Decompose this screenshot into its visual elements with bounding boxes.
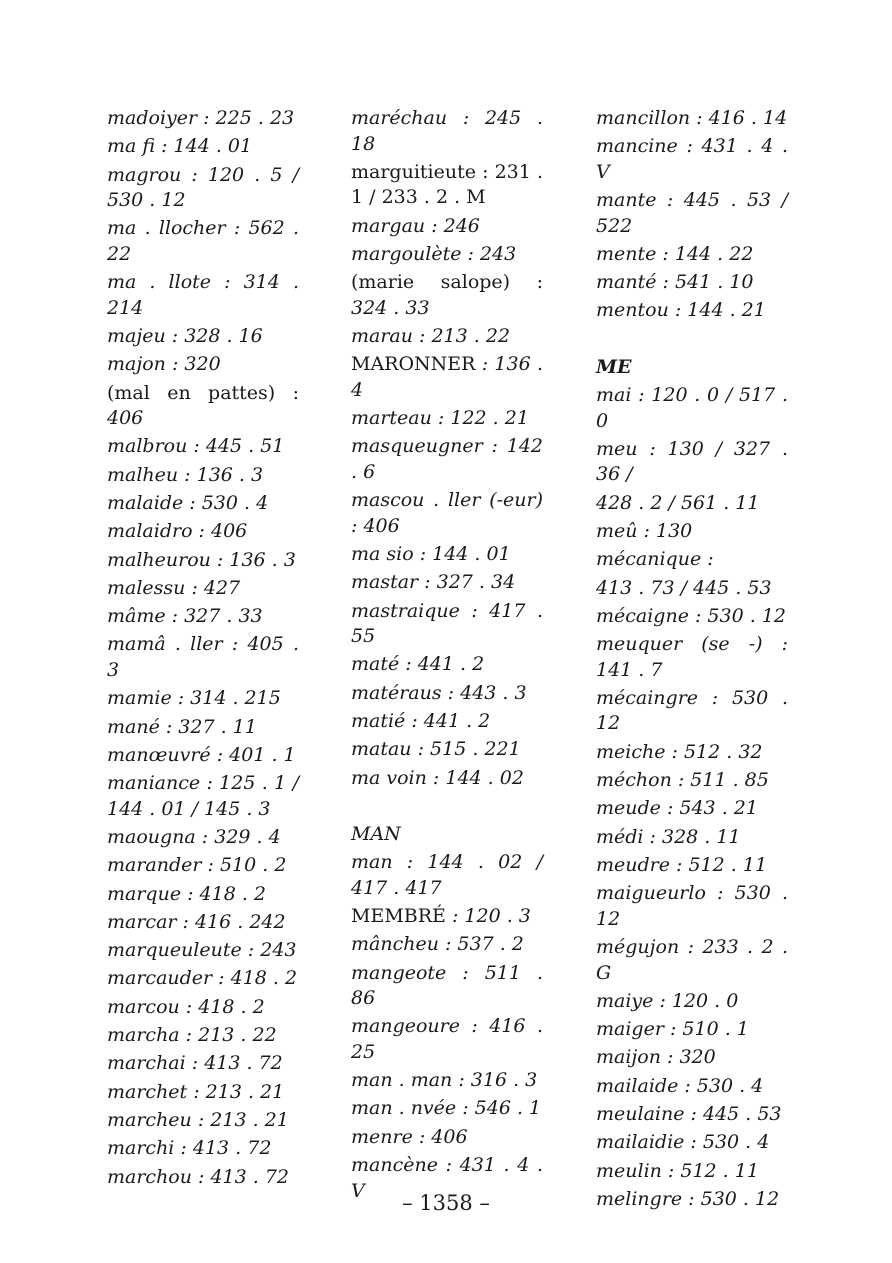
- index-entry: [107, 743, 299, 769]
- index-entry: [596, 1102, 788, 1128]
- entry-text-italic: mastraique : 417 . 55: [351, 599, 543, 648]
- entry-text-italic: mastar : 327 . 34: [351, 571, 516, 594]
- entry-text-italic: malheu : 136 . 3: [107, 463, 264, 486]
- entry-text-italic: marcha : 213 . 22: [107, 1024, 277, 1047]
- entry-text-italic: meu : 130 / 327 . 36 /: [596, 437, 788, 486]
- entry-text-italic: malaide : 530 . 4: [107, 491, 269, 514]
- index-entry: [596, 298, 788, 324]
- entry-text-italic: malbrou : 445 . 51: [107, 435, 285, 458]
- entry-text-italic: mancine : 431 . 4 . V: [596, 135, 788, 183]
- entry-text-italic: mai : 120 . 0 / 517 . 0: [596, 384, 788, 432]
- index-entry: [596, 188, 788, 239]
- entry-text-italic: marque : 418 . 2: [107, 882, 267, 905]
- entry-text-italic: ma . llote : 314 . 214: [107, 271, 299, 319]
- index-entry: [107, 1136, 299, 1162]
- entry-text-italic: matéraus : 443 . 3: [351, 681, 527, 704]
- entry-text-italic: mécaigne : 530 . 12: [596, 604, 786, 627]
- index-entry: [107, 1023, 299, 1049]
- entry-text-italic: maréchau : 245 . 18: [351, 107, 543, 155]
- index-entry: [351, 652, 543, 678]
- index-entry: [107, 1165, 299, 1191]
- index-entry: [107, 352, 299, 378]
- entry-text-italic: maiger : 510 . 1: [596, 1018, 749, 1041]
- index-entry: [351, 1014, 543, 1065]
- entry-text-italic: ma voin : 144 . 02: [351, 766, 524, 789]
- entry-text-italic: marcauder : 418 . 2: [107, 967, 298, 990]
- index-entry: [107, 632, 299, 683]
- index-entry: [596, 547, 788, 573]
- entry-text-italic: mancillon : 416 . 14: [596, 107, 788, 129]
- index-entry: [107, 1080, 299, 1106]
- entry-text-italic: 324 . 33: [351, 296, 430, 319]
- entry-text-italic: meulin : 512 . 11: [596, 1159, 759, 1182]
- index-entry: [107, 825, 299, 851]
- index-entry: [351, 850, 543, 901]
- index-entry: [107, 434, 299, 460]
- index-entry: [596, 825, 788, 851]
- index-entry: [107, 1051, 299, 1077]
- index-entry: [351, 270, 543, 321]
- index-entry: [107, 324, 299, 350]
- entry-text-italic: ma sio : 144 . 01: [351, 542, 511, 565]
- entry-text-italic: mangeote : 511 . 86: [351, 961, 543, 1010]
- index-entry: [351, 961, 543, 1012]
- entry-text-italic: marteau : 122 . 21: [351, 407, 529, 430]
- entry-text-italic: matié : 441 . 2: [351, 709, 491, 732]
- entry-text-italic: mâme : 327 . 33: [107, 605, 263, 628]
- entry-text-italic: majeu : 328 . 16: [107, 324, 263, 347]
- entry-text-italic: mailaidie : 530 . 4: [596, 1131, 770, 1154]
- entry-text-roman: (mal en pattes) :: [107, 381, 299, 404]
- entry-text-italic: marcar : 416 . 242: [107, 910, 286, 933]
- index-entry: [107, 686, 299, 712]
- index-entry: [107, 771, 299, 822]
- index-entry: [107, 995, 299, 1021]
- entry-text-italic: meû : 130: [596, 519, 693, 542]
- entry-text-roman: (marie salope) :: [351, 271, 543, 294]
- index-entry: [107, 1108, 299, 1134]
- index-entry: [351, 352, 543, 403]
- entry-text-italic: mégujon : 233 . 2 . G: [596, 936, 788, 984]
- entry-text-roman: marguitieute : 231 . 1 / 233 . 2 . M: [351, 160, 543, 209]
- entry-text-italic: margoulète : 243: [351, 242, 517, 265]
- entry-text-italic: maiye : 120 . 0: [596, 989, 739, 1012]
- entry-text-italic: marander : 510 . 2: [107, 854, 287, 877]
- index-entry: [351, 709, 543, 735]
- index-entry: [596, 740, 788, 766]
- index-entry: [596, 134, 788, 185]
- index-entry: [107, 106, 299, 132]
- index-entry: [596, 576, 788, 602]
- entry-text-italic: mascou . ller (-eur) : 406: [351, 489, 543, 537]
- entry-text-italic: marcheu : 213 . 21: [107, 1108, 289, 1131]
- entry-text-italic: marqueuleute : 243: [107, 939, 297, 962]
- entry-text-italic: maijon : 320: [596, 1046, 716, 1069]
- index-entry: [351, 932, 543, 958]
- entry-text-italic: maigueurlo : 530 . 12: [596, 882, 788, 930]
- index-entry: [351, 214, 543, 240]
- entry-text-italic: malessu : 427: [107, 576, 241, 599]
- index-entry: [596, 853, 788, 879]
- entry-text-italic: 413 . 73 / 445 . 53: [596, 576, 772, 599]
- index-entry: [351, 1068, 543, 1094]
- entry-text-italic: madoiyer : 225 . 23: [107, 107, 295, 129]
- index-entry: [351, 1096, 543, 1122]
- entry-text-italic: marcou : 418 . 2: [107, 995, 265, 1018]
- index-column-2: [351, 106, 543, 1207]
- entry-text-italic: maté : 441 . 2: [351, 653, 485, 676]
- index-entry: [351, 106, 543, 157]
- index-entry: [351, 242, 543, 268]
- entry-text-italic: melingre : 530 . 12: [596, 1187, 780, 1210]
- index-entry: [596, 796, 788, 822]
- entry-text-italic: meudre : 512 . 11: [596, 853, 768, 876]
- index-entry: [596, 270, 788, 296]
- index-entry: [596, 768, 788, 794]
- section-heading: ME: [596, 355, 632, 378]
- entry-text-italic: meulaine : 445 . 53: [596, 1103, 782, 1126]
- entry-text-italic: mamie : 314 . 215: [107, 687, 281, 710]
- index-entry: [107, 519, 299, 545]
- entry-text-italic: marchou : 413 . 72: [107, 1165, 290, 1188]
- entry-text-italic: marchi : 413 . 72: [107, 1137, 272, 1160]
- entry-text-italic: mané : 327 . 11: [107, 715, 257, 738]
- entry-text-italic: matau : 515 . 221: [351, 738, 521, 761]
- entry-text-italic: mangeoure : 416 . 25: [351, 1015, 543, 1063]
- index-entry: [351, 570, 543, 596]
- entry-text-italic: mentou : 144 . 21: [596, 299, 766, 322]
- index-entry: [107, 910, 299, 936]
- index-entry: [107, 134, 299, 160]
- entry-text-italic: mancène : 431 . 4 . V: [351, 1154, 543, 1202]
- index-entry: [596, 491, 788, 517]
- index-entry: [596, 1045, 788, 1071]
- index-entry: [596, 383, 788, 434]
- index-column-3: [596, 106, 788, 1215]
- index-entry: [596, 242, 788, 268]
- entry-text-roman: MARONNER: [351, 353, 476, 376]
- entry-text-italic: mante : 445 . 53 / 522: [596, 189, 788, 237]
- index-entry: [107, 853, 299, 879]
- entry-text-italic: man . nvée : 546 . 1: [351, 1097, 542, 1120]
- index-entry: [107, 938, 299, 964]
- entry-text-italic: menre : 406: [351, 1125, 468, 1148]
- index-entry: [351, 542, 543, 568]
- index-entry: [596, 1159, 788, 1185]
- index-entry: [596, 881, 788, 932]
- page-number: – 1358 –: [402, 1191, 490, 1215]
- entry-text-italic: meuquer (se -) : 141 . 7: [596, 633, 788, 681]
- index-entry: [107, 163, 299, 214]
- index-entry: [596, 989, 788, 1015]
- index-column-1: [107, 106, 299, 1193]
- index-entry: [107, 270, 299, 321]
- index-entry: [596, 106, 788, 132]
- index-entry: [351, 737, 543, 763]
- entry-text-italic: 406: [107, 407, 144, 430]
- index-entry: [351, 160, 543, 211]
- index-entry: [596, 1017, 788, 1043]
- entry-text-italic: maniance : 125 . 1 / 144 . 01 / 145 . 3: [107, 772, 299, 820]
- entry-text-italic: : 120 . 3: [445, 904, 531, 927]
- index-entry: [596, 686, 788, 737]
- entry-text-italic: manté : 541 . 10: [596, 271, 754, 294]
- section-spacer: [596, 327, 788, 355]
- entry-text-italic: mamâ . ller : 405 . 3: [107, 633, 299, 681]
- entry-text-italic: mâncheu : 537 . 2: [351, 933, 524, 956]
- index-entry: [351, 434, 543, 485]
- index-entry: [351, 599, 543, 650]
- index-entry: [596, 604, 788, 630]
- index-entry: [596, 1130, 788, 1156]
- index-entry: [107, 463, 299, 489]
- entry-text-italic: majon : 320: [107, 353, 221, 376]
- entry-text-italic: marchai : 413 . 72: [107, 1052, 283, 1075]
- entry-text-italic: ma fi : 144 . 01: [107, 135, 253, 158]
- entry-text-italic: : 136 . 4: [351, 353, 543, 401]
- section-heading: MAN: [351, 822, 401, 845]
- index-entry: [596, 519, 788, 545]
- entry-text-italic: magrou : 120 . 5 / 530 . 12: [107, 163, 299, 212]
- entry-text-italic: 428 . 2 / 561 . 11: [596, 491, 760, 514]
- entry-text-italic: masqueugner : 142 . 6: [351, 435, 543, 483]
- entry-text-italic: méchon : 511 . 85: [596, 769, 769, 792]
- index-entry: [351, 681, 543, 707]
- entry-text-italic: man : 144 . 02 / 417 . 417: [351, 851, 543, 899]
- index-entry: [351, 406, 543, 432]
- entry-text-italic: marchet : 213 . 21: [107, 1080, 285, 1103]
- index-entry: [107, 216, 299, 267]
- entry-text-italic: ma . llocher : 562 . 22: [107, 217, 299, 265]
- index-entry: [107, 491, 299, 517]
- entry-text-italic: malheurou : 136 . 3: [107, 548, 296, 571]
- entry-text-italic: man . man : 316 . 3: [351, 1069, 538, 1092]
- index-entry: [107, 548, 299, 574]
- section-spacer: [351, 794, 543, 822]
- index-entry: [107, 604, 299, 630]
- index-entry: [107, 882, 299, 908]
- index-entry: [351, 1125, 543, 1151]
- index-entry: [107, 381, 299, 432]
- entry-text-italic: mailaide : 530 . 4: [596, 1074, 764, 1097]
- entry-text-italic: malaidro : 406: [107, 520, 248, 543]
- entry-text-italic: mécanique :: [596, 548, 714, 571]
- index-entry: [107, 966, 299, 992]
- index-entry: [596, 935, 788, 986]
- entry-text-italic: mente : 144 . 22: [596, 242, 754, 265]
- entry-text-italic: manœuvré : 401 . 1: [107, 743, 296, 766]
- index-entry: [351, 766, 543, 792]
- entry-text-italic: meude : 543 . 21: [596, 797, 758, 820]
- entry-text-roman: MEMBRÉ: [351, 904, 446, 927]
- index-entry: [351, 488, 543, 539]
- index-entry: [107, 715, 299, 741]
- entry-text-italic: meiche : 512 . 32: [596, 740, 763, 763]
- entry-text-italic: margau : 246: [351, 214, 480, 237]
- entry-text-italic: mécaingre : 530 . 12: [596, 686, 788, 735]
- index-entry: [351, 904, 543, 930]
- index-entry: [351, 324, 543, 350]
- entry-text-italic: médi : 328 . 11: [596, 825, 741, 848]
- index-entry: [596, 1074, 788, 1100]
- index-entry: [107, 576, 299, 602]
- index-entry: [596, 437, 788, 488]
- index-entry: [596, 632, 788, 683]
- entry-text-italic: marau : 213 . 22: [351, 324, 511, 347]
- entry-text-italic: maougna : 329 . 4: [107, 825, 281, 848]
